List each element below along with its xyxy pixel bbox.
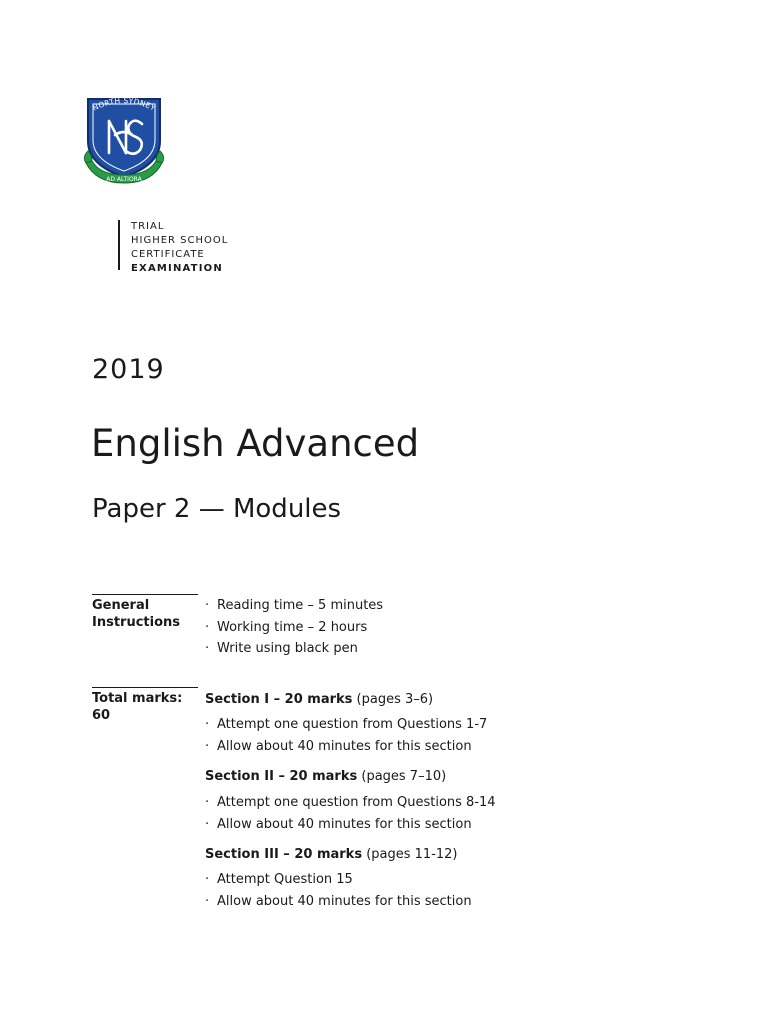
divider-total [92,687,198,688]
total-marks-text: Total marks: [92,691,183,706]
exam-line-certificate: CERTIFICATE [131,249,205,260]
section-3-title: Section III – 20 marks [205,847,363,862]
svg-text:NORTH SYDNEY: NORTH SYDNEY [91,95,157,113]
section-1-list [205,714,487,757]
paper-title: Paper 2 — Modules [92,494,342,524]
section-3-heading [205,847,458,862]
list-item: · Attempt one question from Questions 8-14 [205,792,496,814]
exam-type-block [118,220,229,274]
list-item: · Attempt Question 15 [205,869,472,891]
general-instructions-label: General Instructions [92,598,181,630]
total-marks-value: 60 [92,708,111,723]
section-2-title: Section II – 20 marks [205,769,358,784]
section-3-pages: (pages 11-12) [362,847,458,862]
exam-line-examination: EXAMINATION [131,263,223,274]
section-3-list [205,869,472,912]
list-item: · Allow about 40 minutes for this section [205,736,487,758]
school-crest-logo [82,91,166,187]
section-2-list [205,792,496,835]
section-1-pages: (pages 3–6) [352,692,434,707]
svg-text:AD ALTIORA: AD ALTIORA [106,176,142,183]
exam-line-trial: TRIAL [131,221,165,232]
divider-general [92,594,198,595]
section-1-title: Section I – 20 marks [205,692,353,707]
exam-year: 2019 [92,354,165,385]
list-item: · Write using black pen [205,638,383,660]
list-item: · Allow about 40 minutes for this section [205,814,496,836]
list-item: · Working time – 2 hours [205,617,383,639]
total-marks-label [92,690,182,724]
list-item: · Attempt one question from Questions 1-7 [205,714,487,736]
subject-title: English Advanced [91,422,420,465]
exam-line-hsc: HIGHER SCHOOL [131,235,229,246]
section-1-heading [205,692,433,707]
list-item: · Allow about 40 minutes for this section [205,891,472,913]
section-2-heading [205,769,446,784]
list-item: · Reading time – 5 minutes [205,595,383,617]
general-instructions-list [205,595,383,660]
section-2-pages: (pages 7–10) [357,769,447,784]
